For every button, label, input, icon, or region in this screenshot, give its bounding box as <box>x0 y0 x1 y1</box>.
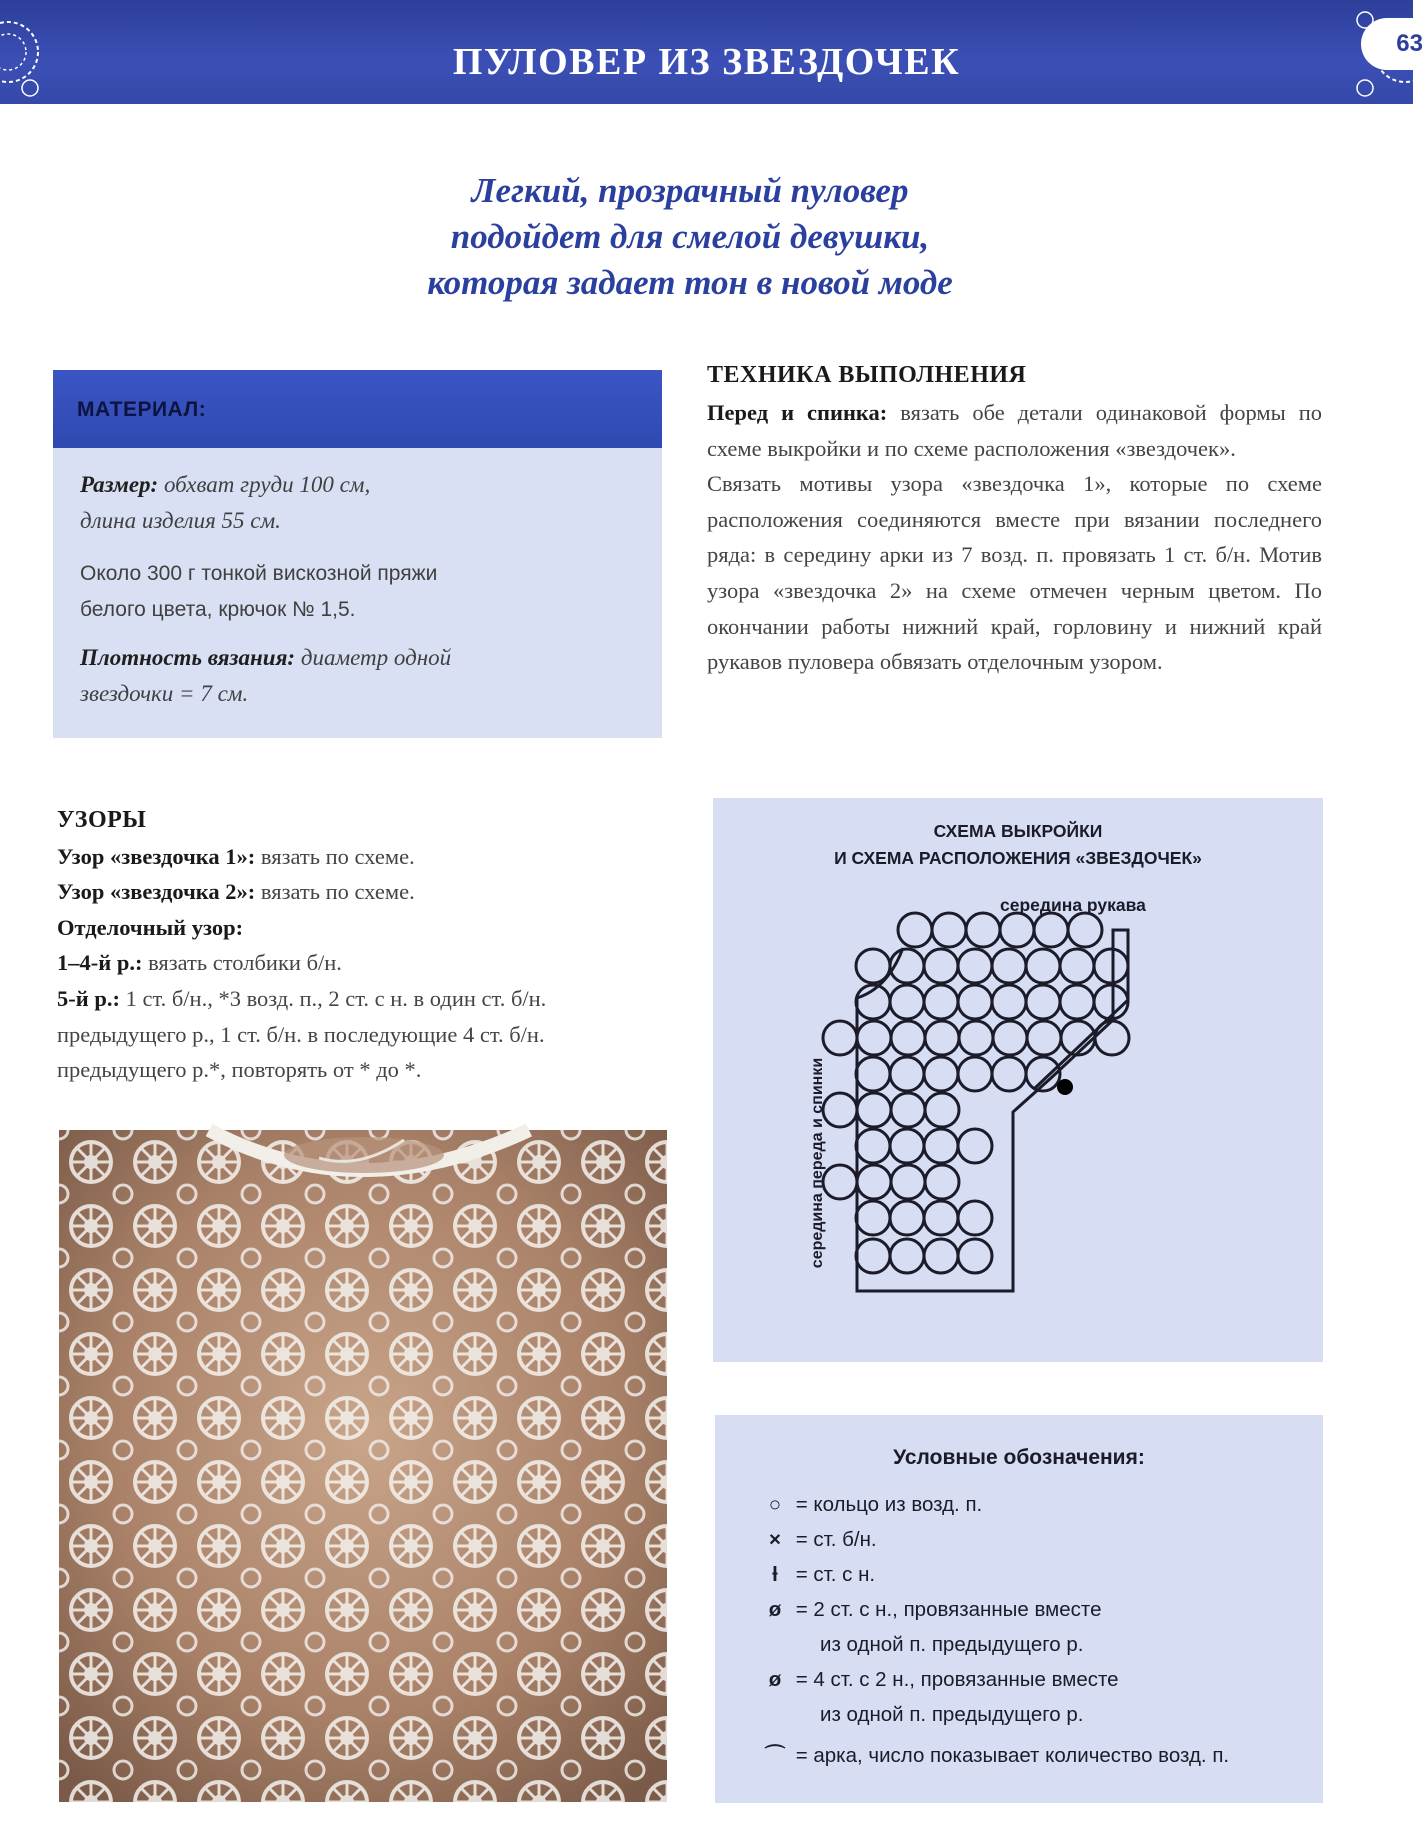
motif-circle <box>992 949 1026 983</box>
motif-circle <box>890 1129 924 1163</box>
material-yarn <box>80 556 650 628</box>
motif-circle <box>1026 949 1060 983</box>
cluster-4-icon: ø <box>768 1668 782 1691</box>
motif-circle <box>966 913 1000 947</box>
technique-paragraph: Связать мотивы узора «звездочка 1», которые по схеме расположения соединяются вместе при вязании последнего ряда: в середину арки из 7 возд. п. провязать 1 ст. б/н. Мотив узора «звездочка 2» на схеме отмечен черным цветом. По окончании работы нижний край, горловину и нижний край рукавов пуловера обвязать отделочным узором. <box>707 471 1322 675</box>
motif-circle <box>1094 985 1128 1019</box>
motif-circle <box>890 1057 924 1091</box>
motif-circle <box>932 913 966 947</box>
motif-circle <box>891 1165 925 1199</box>
motif-circle <box>925 1021 959 1055</box>
pattern-1-label: Узор «звездочка 1»: <box>57 843 256 869</box>
yarn-line: белого цвета, крючок № 1,5. <box>80 598 356 621</box>
legend-title: Условные обозначения: <box>893 1446 1145 1469</box>
motif-circle <box>924 1201 958 1235</box>
row-5-text-cont: предыдущего р., 1 ст. б/н. в последующие 4 ст. б/н. <box>57 1021 545 1047</box>
motif-circle <box>856 1057 890 1091</box>
pattern-2-text: вязать по схеме. <box>255 879 415 905</box>
motif-circle <box>898 913 932 947</box>
density-text-2: звездочки = 7 см. <box>80 681 249 706</box>
motif-circle <box>992 1057 1026 1091</box>
density-label: Плотность вязания: <box>80 645 296 670</box>
front-back-text: вязать обе детали одинаковой формы по схеме выкройки и по схеме расположения «звездочек». <box>707 400 1323 461</box>
subtitle-line: Легкий, прозрачный пуловер <box>471 171 909 210</box>
motif-circle <box>1034 913 1068 947</box>
legend-item <box>760 1528 877 1552</box>
motif-circle <box>958 949 992 983</box>
cluster-2-icon: ø <box>768 1598 782 1621</box>
motif-circle <box>959 1021 993 1055</box>
motif-circle <box>891 1021 925 1055</box>
motif-circle <box>925 1093 959 1127</box>
page-number-text: 63 <box>1396 30 1423 57</box>
page-title: ПУЛОВЕР ИЗ ЗВЕЗДОЧЕК <box>452 41 961 83</box>
row-5-text: 1 ст. б/н., *3 возд. п., 2 ст. с н. в один ст. б/н. <box>119 985 547 1011</box>
motif-circle <box>890 1239 924 1273</box>
legend-item <box>760 1598 1101 1622</box>
motif-circle <box>856 1201 890 1235</box>
motif-circle <box>1068 913 1102 947</box>
motif-circle <box>924 1239 958 1273</box>
patterns-heading: УЗОРЫ <box>57 807 147 833</box>
motif-circle <box>958 985 992 1019</box>
double-crochet-icon: ƚ <box>772 1563 778 1586</box>
technique-heading: ТЕХНИКА ВЫПОЛНЕНИЯ <box>707 362 1027 388</box>
subtitle-line: которая задает тон в новой моде <box>427 263 953 302</box>
motif-circle <box>823 1165 857 1199</box>
legend-item-cont: из одной п. предыдущего р. <box>820 1703 1084 1726</box>
legend-item-text: = ст. с н. <box>795 1563 876 1586</box>
legend-item <box>760 1668 1119 1692</box>
cross-icon: × <box>769 1528 781 1551</box>
motif-circle <box>1027 1021 1061 1055</box>
rows-1-4-text: вязать столбики б/н. <box>142 950 342 976</box>
technique-text <box>707 395 1322 680</box>
motif-circle <box>823 1021 857 1055</box>
motif-circle <box>924 1057 958 1091</box>
page-number <box>1361 18 1423 70</box>
motif-circle <box>924 985 958 1019</box>
motif-circle <box>1060 985 1094 1019</box>
rows-1-4-label: 1–4-й р.: <box>57 950 143 976</box>
motif-2-marker <box>1057 1079 1073 1095</box>
subtitle <box>300 168 1080 306</box>
row-5-text-cont: предыдущего р.*, повторять от * до *. <box>57 1057 422 1083</box>
legend-item <box>760 1738 1229 1768</box>
motif-circle <box>856 1129 890 1163</box>
front-back-center-label: середина переда и спинки <box>809 1057 826 1269</box>
patterns-section <box>57 803 677 1088</box>
motif-circle <box>1060 949 1094 983</box>
motif-circle <box>857 1093 891 1127</box>
row-5-label: 5-й р.: <box>57 985 120 1011</box>
motif-circle <box>958 1129 992 1163</box>
motif-circle <box>924 949 958 983</box>
arch-icon: ⌒ <box>764 1744 786 1767</box>
motif-circle <box>890 985 924 1019</box>
legend-item <box>760 1563 875 1587</box>
schematic-outline <box>857 930 1128 1291</box>
pattern-2-label: Узор «звездочка 2»: <box>57 879 256 905</box>
ring-icon: ○ <box>768 1493 782 1516</box>
size-label: Размер: <box>80 472 159 497</box>
front-back-label: Перед и спинка: <box>707 400 888 425</box>
diagram-title-line: И СХЕМА РАСПОЛОЖЕНИЯ «ЗВЕЗДОЧЕК» <box>834 848 1202 868</box>
subtitle-line: подойдет для смелой девушки, <box>450 217 930 256</box>
legend-item-text: = 4 ст. с 2 н., провязанные вместе <box>795 1668 1119 1691</box>
motif-circle <box>924 1129 958 1163</box>
finish-pattern-label: Отделочный узор: <box>57 914 244 940</box>
material-title: МАТЕРИАЛ: <box>77 398 207 421</box>
motif-circle <box>823 1093 857 1127</box>
material-density <box>80 640 650 712</box>
sweater-photo <box>59 1130 667 1802</box>
motif-circle <box>856 1239 890 1273</box>
material-size <box>80 467 650 539</box>
legend-item-text: = ст. б/н. <box>795 1528 877 1551</box>
motif-circle <box>958 1057 992 1091</box>
legend-item-text: = арка, число показывает количество возд. п. <box>795 1744 1230 1767</box>
motif-circle <box>992 985 1026 1019</box>
motif-circle <box>891 1093 925 1127</box>
motif-circle <box>890 1201 924 1235</box>
legend-item-text: = 2 ст. с н., провязанные вместе <box>795 1598 1102 1621</box>
motif-circle <box>993 1021 1027 1055</box>
motif-circles <box>823 913 1129 1273</box>
sleeve-center-label: середина рукава <box>1000 895 1146 915</box>
motif-circle <box>1000 913 1034 947</box>
diagram-title-line: СХЕМА ВЫКРОЙКИ <box>933 821 1103 841</box>
motif-circle <box>857 1165 891 1199</box>
motif-circle <box>1094 949 1128 983</box>
density-text: диаметр одной <box>295 645 452 670</box>
size-text: обхват груди 100 см, <box>158 472 371 497</box>
legend-item-cont: из одной п. предыдущего р. <box>820 1633 1084 1656</box>
motif-circle <box>925 1165 959 1199</box>
motif-circle <box>1026 985 1060 1019</box>
yarn-line: Около 300 г тонкой вискозной пряжи <box>80 562 438 585</box>
legend-item-text: = кольцо из возд. п. <box>795 1493 983 1516</box>
motif-circle <box>857 1021 891 1055</box>
legend-item <box>760 1493 982 1517</box>
motif-circle <box>958 1201 992 1235</box>
motif-circle <box>958 1239 992 1273</box>
size-text-2: длина изделия 55 см. <box>80 508 281 533</box>
pattern-1-text: вязать по схеме. <box>255 843 415 869</box>
pattern-schematic <box>713 798 1323 1362</box>
